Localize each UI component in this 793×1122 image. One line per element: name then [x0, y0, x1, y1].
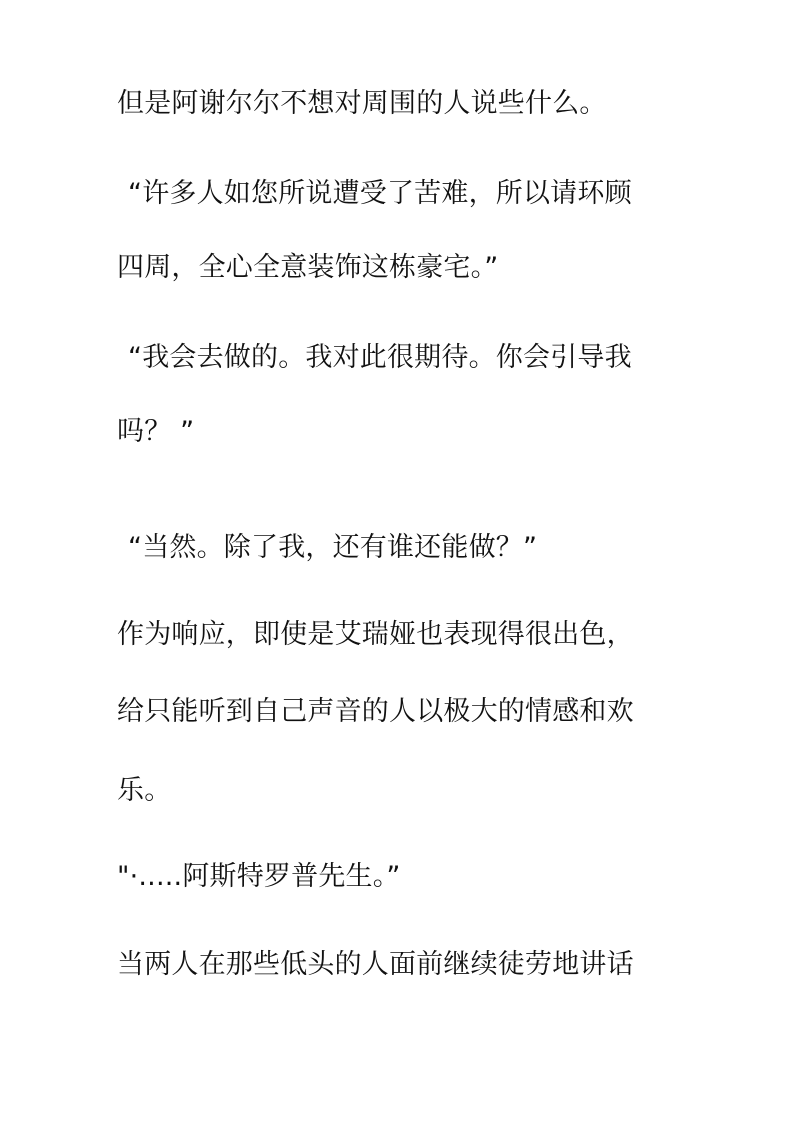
text-line: 吗？ ”	[117, 416, 195, 447]
text-line: 但是阿谢尔尔不想对周围的人说些什么。	[117, 88, 607, 119]
text-line: 当两人在那些低头的人面前继续徒劳地讲话	[117, 949, 634, 980]
text-line: “我会去做的。我对此很期待。你会引导我	[128, 342, 632, 373]
text-line: 给只能听到自己声音的人以极大的情感和欢	[117, 696, 634, 727]
text-line: “当然。除了我，还有谁还能做？”	[128, 532, 538, 563]
text-line: 乐。	[117, 775, 172, 806]
text-line: “许多人如您所说遭受了苦难，所以请环顾	[128, 178, 632, 209]
text-line: "·.....阿斯特罗普先生。”	[117, 861, 401, 892]
text-line: 作为响应，即使是艾瑞娅也表现得很出色，	[117, 619, 634, 650]
text-line: 四周，全心全意装饰这栋豪宅。”	[117, 252, 499, 283]
